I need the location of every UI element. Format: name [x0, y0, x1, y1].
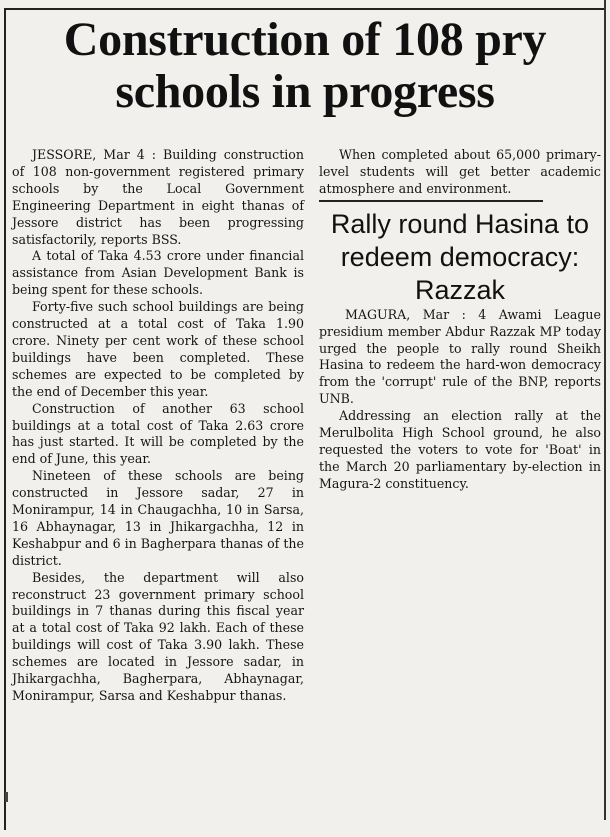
left-rule [4, 8, 6, 830]
article-column-1 [12, 147, 304, 705]
article-paragraph: A total of Taka 4.53 crore under financial assistance from Asian Development Bank is being spent for these schools. [12, 248, 304, 298]
print-speck [5, 792, 8, 802]
article-paragraph: Besides, the department will also reconstruct 23 government primary school buildings in 7 thanas during this fiscal year at a total cost of Taka 92 lakh. Each of these buildings will cost of Taka 3.90 lakh. These schemes are located in Jessore sadar, in Jhikargachha, Bagherpara, Abhaynagar, Monirampur, Sarsa and Keshabpur thanas. [12, 569, 304, 703]
article-paragraph: Nineteen of these schools are being constructed in Jessore sadar, 27 in Monirampur, 14 in Chaugachha, 10 in Sarsa, 16 Abhaynagar, 13 in Jhikargachha, 12 in Keshabpur and 6 in Bagherpara thanas of the district. [12, 468, 304, 568]
article-paragraph: JESSORE, Mar 4 : Building construction of 108 non-government registered primary schools by the Local Government Engineering Department in eight thanas of Jessore district has been progressing satisfactorily, reports BSS. [12, 147, 304, 247]
article-paragraph: Addressing an election rally at the Merulbolita High School ground, he also requested the voters to vote for 'Boat' in the March 20 parliamentary by-election in Magura-2 constituency. [319, 408, 601, 491]
article-paragraph: MAGURA, Mar : 4 Awami League presidium member Abdur Razzak MP today urged the people to rally round Sheikh Hasina to redeem the hard-won democracy from the 'corrupt' rule of the BNP, reports UNB. [319, 306, 601, 407]
article-column-2 [319, 147, 601, 493]
right-rule [604, 0, 606, 820]
article-paragraph: Construction of another 63 school buildings at a total cost of Taka 2.63 crore has just started. It will be completed by the end of June, this year. [12, 400, 304, 467]
main-headline: Construction of 108 pry schools in progress [63, 13, 547, 118]
article-paragraph: When completed about 65,000 primary-level students will get better academic atmosphere and environment. [319, 147, 601, 196]
second-headline: Rally round Hasina to redeem democracy: Razzak [330, 208, 590, 305]
top-rule [4, 8, 606, 10]
article-paragraph: Forty-five such school buildings are being constructed at a total cost of Taka 1.90 crore. Ninety per cent work of these school buildings have been completed. These schemes are expected to be completed by the end of December this year. [12, 299, 304, 399]
article-divider [319, 200, 543, 202]
